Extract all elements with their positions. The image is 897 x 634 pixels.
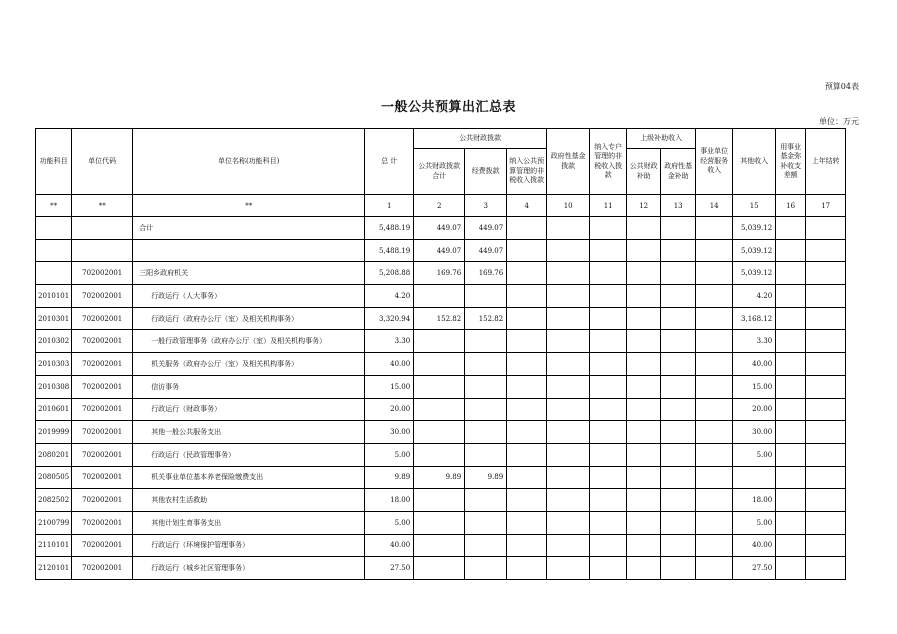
cell-last-year-carry <box>806 217 846 240</box>
cell-func-code: 2010601 <box>36 398 72 421</box>
cell-special-nontax <box>590 285 627 308</box>
cell-special-nontax <box>590 262 627 285</box>
cell-other-income: 4.20 <box>733 285 776 308</box>
cell-func-code: 2100799 <box>36 511 72 534</box>
cell-sub-gov-fund <box>661 421 696 444</box>
index-cell: ** <box>36 195 72 217</box>
index-cell: 2 <box>414 195 465 217</box>
header-gov-fund: 政府性基金拨款 <box>547 129 590 195</box>
cell-pf-nontax <box>507 466 547 489</box>
index-cell: 14 <box>696 195 733 217</box>
cell-business-income <box>696 239 733 262</box>
cell-fund-balance <box>776 330 806 353</box>
cell-other-income: 5,039.12 <box>733 239 776 262</box>
cell-total: 27.50 <box>365 557 414 580</box>
cell-total: 40.00 <box>365 534 414 557</box>
index-cell: 13 <box>661 195 696 217</box>
cell-special-nontax <box>590 330 627 353</box>
cell-pf-nontax <box>507 353 547 376</box>
cell-other-income: 15.00 <box>733 375 776 398</box>
header-pf-nontax: 纳入公共预算管理的非税收入拨款 <box>507 149 547 195</box>
cell-gov-fund <box>547 307 590 330</box>
cell-business-income <box>696 421 733 444</box>
index-cell: 17 <box>806 195 846 217</box>
cell-unit-name: 行政运行（财政事务） <box>133 398 365 421</box>
cell-pf-nontax <box>507 489 547 512</box>
cell-sub-gov-fund <box>661 217 696 240</box>
cell-pf-expense <box>465 443 507 466</box>
cell-unit-code: 702002001 <box>72 534 133 557</box>
header-last-year-carry: 上年结转 <box>806 129 846 195</box>
table-row <box>36 330 846 353</box>
cell-fund-balance <box>776 285 806 308</box>
cell-fund-balance <box>776 443 806 466</box>
cell-func-code: 2120101 <box>36 557 72 580</box>
header-other-income: 其他收入 <box>733 129 776 195</box>
cell-total: 18.00 <box>365 489 414 512</box>
cell-other-income: 3,168.12 <box>733 307 776 330</box>
cell-special-nontax <box>590 375 627 398</box>
cell-last-year-carry <box>806 511 846 534</box>
header-special-nontax: 纳入专户管理的非税收入拨款 <box>590 129 627 195</box>
cell-sub-public <box>627 239 661 262</box>
cell-sub-public <box>627 285 661 308</box>
cell-func-code: 2010301 <box>36 307 72 330</box>
cell-pf-total <box>414 398 465 421</box>
cell-func-code <box>36 217 72 240</box>
cell-fund-balance <box>776 466 806 489</box>
page-title: 一般公共预算出汇总表 <box>380 100 516 115</box>
cell-pf-nontax <box>507 511 547 534</box>
cell-pf-nontax <box>507 262 547 285</box>
table-row <box>36 353 846 376</box>
cell-pf-expense <box>465 489 507 512</box>
cell-special-nontax <box>590 217 627 240</box>
cell-pf-total: 449.07 <box>414 217 465 240</box>
cell-sub-public <box>627 353 661 376</box>
cell-pf-expense <box>465 330 507 353</box>
cell-fund-balance <box>776 353 806 376</box>
cell-pf-total <box>414 353 465 376</box>
cell-fund-balance <box>776 511 806 534</box>
cell-pf-total <box>414 330 465 353</box>
cell-unit-code: 702002001 <box>72 285 133 308</box>
cell-business-income <box>696 375 733 398</box>
cell-pf-expense: 169.76 <box>465 262 507 285</box>
cell-pf-expense <box>465 511 507 534</box>
cell-fund-balance <box>776 262 806 285</box>
cell-unit-code: 702002001 <box>72 443 133 466</box>
cell-pf-nontax <box>507 330 547 353</box>
cell-sub-gov-fund <box>661 534 696 557</box>
cell-unit-name: 三阳乡政府机关 <box>133 262 365 285</box>
header-sub-gov-fund: 政府性基金补助 <box>661 149 696 195</box>
index-cell: ** <box>133 195 365 217</box>
cell-sub-public <box>627 489 661 512</box>
cell-other-income: 30.00 <box>733 421 776 444</box>
cell-pf-nontax <box>507 557 547 580</box>
cell-pf-total <box>414 511 465 534</box>
cell-last-year-carry <box>806 285 846 308</box>
header-pf-expense: 经费拨款 <box>465 149 507 195</box>
cell-pf-total <box>414 443 465 466</box>
cell-total: 9.89 <box>365 466 414 489</box>
cell-pf-nontax <box>507 534 547 557</box>
cell-business-income <box>696 511 733 534</box>
cell-func-code: 2080201 <box>36 443 72 466</box>
cell-func-code: 2010303 <box>36 353 72 376</box>
header-sub-public: 公共财政补助 <box>627 149 661 195</box>
cell-sub-gov-fund <box>661 557 696 580</box>
cell-last-year-carry <box>806 421 846 444</box>
cell-unit-code: 702002001 <box>72 262 133 285</box>
cell-last-year-carry <box>806 307 846 330</box>
cell-unit-code: 702002001 <box>72 466 133 489</box>
cell-last-year-carry <box>806 239 846 262</box>
cell-sub-public <box>627 398 661 421</box>
cell-pf-nontax <box>507 375 547 398</box>
cell-pf-expense <box>465 375 507 398</box>
cell-gov-fund <box>547 353 590 376</box>
header-superior-subsidy: 上级补助收入 <box>627 129 696 149</box>
cell-special-nontax <box>590 466 627 489</box>
cell-other-income: 5.00 <box>733 443 776 466</box>
table-row <box>36 466 846 489</box>
index-cell: ** <box>72 195 133 217</box>
cell-other-income: 18.00 <box>733 489 776 512</box>
cell-total: 5,208.88 <box>365 262 414 285</box>
cell-last-year-carry <box>806 466 846 489</box>
unit-label: 单位：万元 <box>819 117 859 126</box>
cell-sub-public <box>627 421 661 444</box>
cell-fund-balance <box>776 217 806 240</box>
cell-other-income: 3.30 <box>733 330 776 353</box>
cell-gov-fund <box>547 466 590 489</box>
header-func-subject: 功能科目 <box>36 129 72 195</box>
cell-pf-total <box>414 285 465 308</box>
cell-sub-gov-fund <box>661 375 696 398</box>
index-cell: 4 <box>507 195 547 217</box>
cell-total: 3,320.94 <box>365 307 414 330</box>
cell-total: 5,488.19 <box>365 217 414 240</box>
cell-pf-expense <box>465 353 507 376</box>
cell-unit-code: 702002001 <box>72 511 133 534</box>
cell-other-income: 5,039.12 <box>733 217 776 240</box>
cell-pf-nontax <box>507 217 547 240</box>
table-row <box>36 443 846 466</box>
header-unit-code: 单位代码 <box>72 129 133 195</box>
cell-other-income: 27.50 <box>733 557 776 580</box>
cell-pf-total <box>414 534 465 557</box>
cell-gov-fund <box>547 421 590 444</box>
table-row <box>36 489 846 512</box>
table-row <box>36 398 846 421</box>
cell-pf-expense <box>465 398 507 421</box>
cell-business-income <box>696 534 733 557</box>
cell-fund-balance <box>776 375 806 398</box>
cell-unit-code: 702002001 <box>72 421 133 444</box>
cell-unit-name: 其他农村生活救助 <box>133 489 365 512</box>
cell-total: 5.00 <box>365 443 414 466</box>
cell-other-income: 5.00 <box>733 511 776 534</box>
cell-sub-public <box>627 262 661 285</box>
cell-other-income: 20.00 <box>733 398 776 421</box>
cell-func-code: 2010302 <box>36 330 72 353</box>
cell-gov-fund <box>547 330 590 353</box>
budget-table <box>35 128 846 580</box>
cell-gov-fund <box>547 557 590 580</box>
cell-other-income: 40.00 <box>733 534 776 557</box>
cell-total: 5.00 <box>365 511 414 534</box>
table-row <box>36 217 846 240</box>
cell-pf-total <box>414 375 465 398</box>
cell-other-income <box>733 466 776 489</box>
cell-unit-name <box>133 239 365 262</box>
cell-last-year-carry <box>806 353 846 376</box>
cell-unit-name: 其他一般公共服务支出 <box>133 421 365 444</box>
cell-business-income <box>696 217 733 240</box>
cell-last-year-carry <box>806 557 846 580</box>
cell-special-nontax <box>590 489 627 512</box>
cell-unit-code: 702002001 <box>72 353 133 376</box>
header-public-finance: 公共财政拨款 <box>414 129 547 149</box>
index-cell: 16 <box>776 195 806 217</box>
cell-pf-total: 169.76 <box>414 262 465 285</box>
index-cell: 12 <box>627 195 661 217</box>
cell-sub-gov-fund <box>661 262 696 285</box>
cell-pf-expense: 449.07 <box>465 239 507 262</box>
cell-sub-gov-fund <box>661 307 696 330</box>
table-row <box>36 262 846 285</box>
cell-business-income <box>696 330 733 353</box>
cell-pf-expense <box>465 534 507 557</box>
cell-last-year-carry <box>806 262 846 285</box>
cell-special-nontax <box>590 307 627 330</box>
cell-sub-public <box>627 330 661 353</box>
cell-gov-fund <box>547 443 590 466</box>
cell-business-income <box>696 307 733 330</box>
cell-sub-gov-fund <box>661 443 696 466</box>
cell-total: 20.00 <box>365 398 414 421</box>
cell-unit-name: 机关服务（政府办公厅（室）及相关机构事务） <box>133 353 365 376</box>
table-row <box>36 307 846 330</box>
cell-last-year-carry <box>806 489 846 512</box>
cell-pf-total <box>414 421 465 444</box>
table-row <box>36 534 846 557</box>
cell-unit-name: 机关事业单位基本养老保险缴费支出 <box>133 466 365 489</box>
cell-sub-public <box>627 534 661 557</box>
cell-pf-expense <box>465 557 507 580</box>
cell-sub-gov-fund <box>661 489 696 512</box>
header-business-income: 事业单位经营服务收入 <box>696 129 733 195</box>
table-body <box>36 217 846 580</box>
cell-unit-code: 702002001 <box>72 489 133 512</box>
cell-gov-fund <box>547 375 590 398</box>
table-row <box>36 375 846 398</box>
cell-unit-name: 行政运行（人大事务） <box>133 285 365 308</box>
cell-special-nontax <box>590 557 627 580</box>
cell-total: 5,488.19 <box>365 239 414 262</box>
cell-sub-public <box>627 443 661 466</box>
cell-pf-nontax <box>507 443 547 466</box>
cell-unit-name: 行政运行（政府办公厅（室）及相关机构事务） <box>133 307 365 330</box>
cell-unit-code: 702002001 <box>72 307 133 330</box>
header-fund-balance: 用事业基金弥补收支差额 <box>776 129 806 195</box>
cell-unit-name: 行政运行（环境保护管理事务） <box>133 534 365 557</box>
cell-pf-total: 152.82 <box>414 307 465 330</box>
index-cell: 15 <box>733 195 776 217</box>
cell-business-income <box>696 466 733 489</box>
cell-fund-balance <box>776 307 806 330</box>
cell-func-code: 2080505 <box>36 466 72 489</box>
cell-special-nontax <box>590 443 627 466</box>
cell-last-year-carry <box>806 398 846 421</box>
cell-sub-public <box>627 307 661 330</box>
cell-gov-fund <box>547 511 590 534</box>
cell-unit-name: 行政运行（城乡社区管理事务） <box>133 557 365 580</box>
cell-unit-code: 702002001 <box>72 398 133 421</box>
cell-sub-public <box>627 466 661 489</box>
cell-fund-balance <box>776 398 806 421</box>
cell-sub-gov-fund <box>661 285 696 308</box>
cell-last-year-carry <box>806 330 846 353</box>
cell-func-code: 2019999 <box>36 421 72 444</box>
cell-sub-gov-fund <box>661 330 696 353</box>
cell-pf-nontax <box>507 307 547 330</box>
cell-business-income <box>696 489 733 512</box>
cell-sub-public <box>627 557 661 580</box>
cell-sub-public <box>627 217 661 240</box>
cell-gov-fund <box>547 534 590 557</box>
cell-sub-gov-fund <box>661 511 696 534</box>
cell-fund-balance <box>776 239 806 262</box>
cell-business-income <box>696 398 733 421</box>
cell-sub-gov-fund <box>661 466 696 489</box>
header-unit-name: 单位名称(功能科目) <box>133 129 365 195</box>
cell-pf-nontax <box>507 398 547 421</box>
header-total: 总 计 <box>365 129 414 195</box>
cell-pf-total: 9.89 <box>414 466 465 489</box>
cell-pf-expense: 152.82 <box>465 307 507 330</box>
table-row <box>36 239 846 262</box>
cell-business-income <box>696 262 733 285</box>
cell-special-nontax <box>590 534 627 557</box>
cell-total: 15.00 <box>365 375 414 398</box>
cell-func-code: 2010308 <box>36 375 72 398</box>
cell-func-code: 2110101 <box>36 534 72 557</box>
cell-pf-expense <box>465 421 507 444</box>
cell-sub-gov-fund <box>661 353 696 376</box>
index-cell: 3 <box>465 195 507 217</box>
cell-total: 30.00 <box>365 421 414 444</box>
cell-pf-total <box>414 489 465 512</box>
table-row <box>36 421 846 444</box>
cell-business-income <box>696 353 733 376</box>
cell-gov-fund <box>547 262 590 285</box>
cell-sub-gov-fund <box>661 239 696 262</box>
table-row <box>36 285 846 308</box>
cell-last-year-carry <box>806 534 846 557</box>
cell-gov-fund <box>547 398 590 421</box>
cell-unit-name: 一般行政管理事务（政府办公厅（室）及相关机构事务） <box>133 330 365 353</box>
cell-unit-code: 702002001 <box>72 330 133 353</box>
cell-fund-balance <box>776 557 806 580</box>
header-pf-total: 公共财政拨款合计 <box>414 149 465 195</box>
cell-sub-gov-fund <box>661 398 696 421</box>
cell-unit-name: 行政运行（民政管理事务） <box>133 443 365 466</box>
cell-special-nontax <box>590 421 627 444</box>
cell-business-income <box>696 557 733 580</box>
table-row <box>36 557 846 580</box>
cell-last-year-carry <box>806 443 846 466</box>
cell-unit-code: 702002001 <box>72 557 133 580</box>
cell-gov-fund <box>547 239 590 262</box>
cell-pf-expense: 9.89 <box>465 466 507 489</box>
cell-func-code: 2010101 <box>36 285 72 308</box>
cell-last-year-carry <box>806 375 846 398</box>
cell-unit-name: 合计 <box>133 217 365 240</box>
cell-pf-nontax <box>507 421 547 444</box>
cell-pf-nontax <box>507 285 547 308</box>
cell-business-income <box>696 443 733 466</box>
cell-unit-name: 其他计划生育事务支出 <box>133 511 365 534</box>
index-cell: 10 <box>547 195 590 217</box>
index-cell: 1 <box>365 195 414 217</box>
cell-sub-public <box>627 375 661 398</box>
cell-pf-total: 449.07 <box>414 239 465 262</box>
cell-unit-code <box>72 217 133 240</box>
cell-fund-balance <box>776 421 806 444</box>
cell-gov-fund <box>547 489 590 512</box>
cell-fund-balance <box>776 489 806 512</box>
cell-special-nontax <box>590 511 627 534</box>
cell-total: 3.30 <box>365 330 414 353</box>
cell-total: 40.00 <box>365 353 414 376</box>
cell-total: 4.20 <box>365 285 414 308</box>
cell-func-code <box>36 239 72 262</box>
cell-pf-expense <box>465 285 507 308</box>
cell-special-nontax <box>590 398 627 421</box>
cell-unit-code <box>72 239 133 262</box>
cell-special-nontax <box>590 353 627 376</box>
cell-func-code: 2082502 <box>36 489 72 512</box>
cell-sub-public <box>627 511 661 534</box>
table-row <box>36 511 846 534</box>
form-number: 预算04表 <box>824 82 859 91</box>
cell-unit-name: 信访事务 <box>133 375 365 398</box>
cell-gov-fund <box>547 285 590 308</box>
cell-business-income <box>696 285 733 308</box>
column-index-row <box>36 195 846 217</box>
cell-fund-balance <box>776 534 806 557</box>
cell-unit-code: 702002001 <box>72 375 133 398</box>
cell-other-income: 40.00 <box>733 353 776 376</box>
index-cell: 11 <box>590 195 627 217</box>
cell-pf-total <box>414 557 465 580</box>
cell-other-income: 5,039.12 <box>733 262 776 285</box>
cell-gov-fund <box>547 217 590 240</box>
cell-special-nontax <box>590 239 627 262</box>
cell-pf-nontax <box>507 239 547 262</box>
cell-pf-expense: 449.07 <box>465 217 507 240</box>
cell-func-code <box>36 262 72 285</box>
